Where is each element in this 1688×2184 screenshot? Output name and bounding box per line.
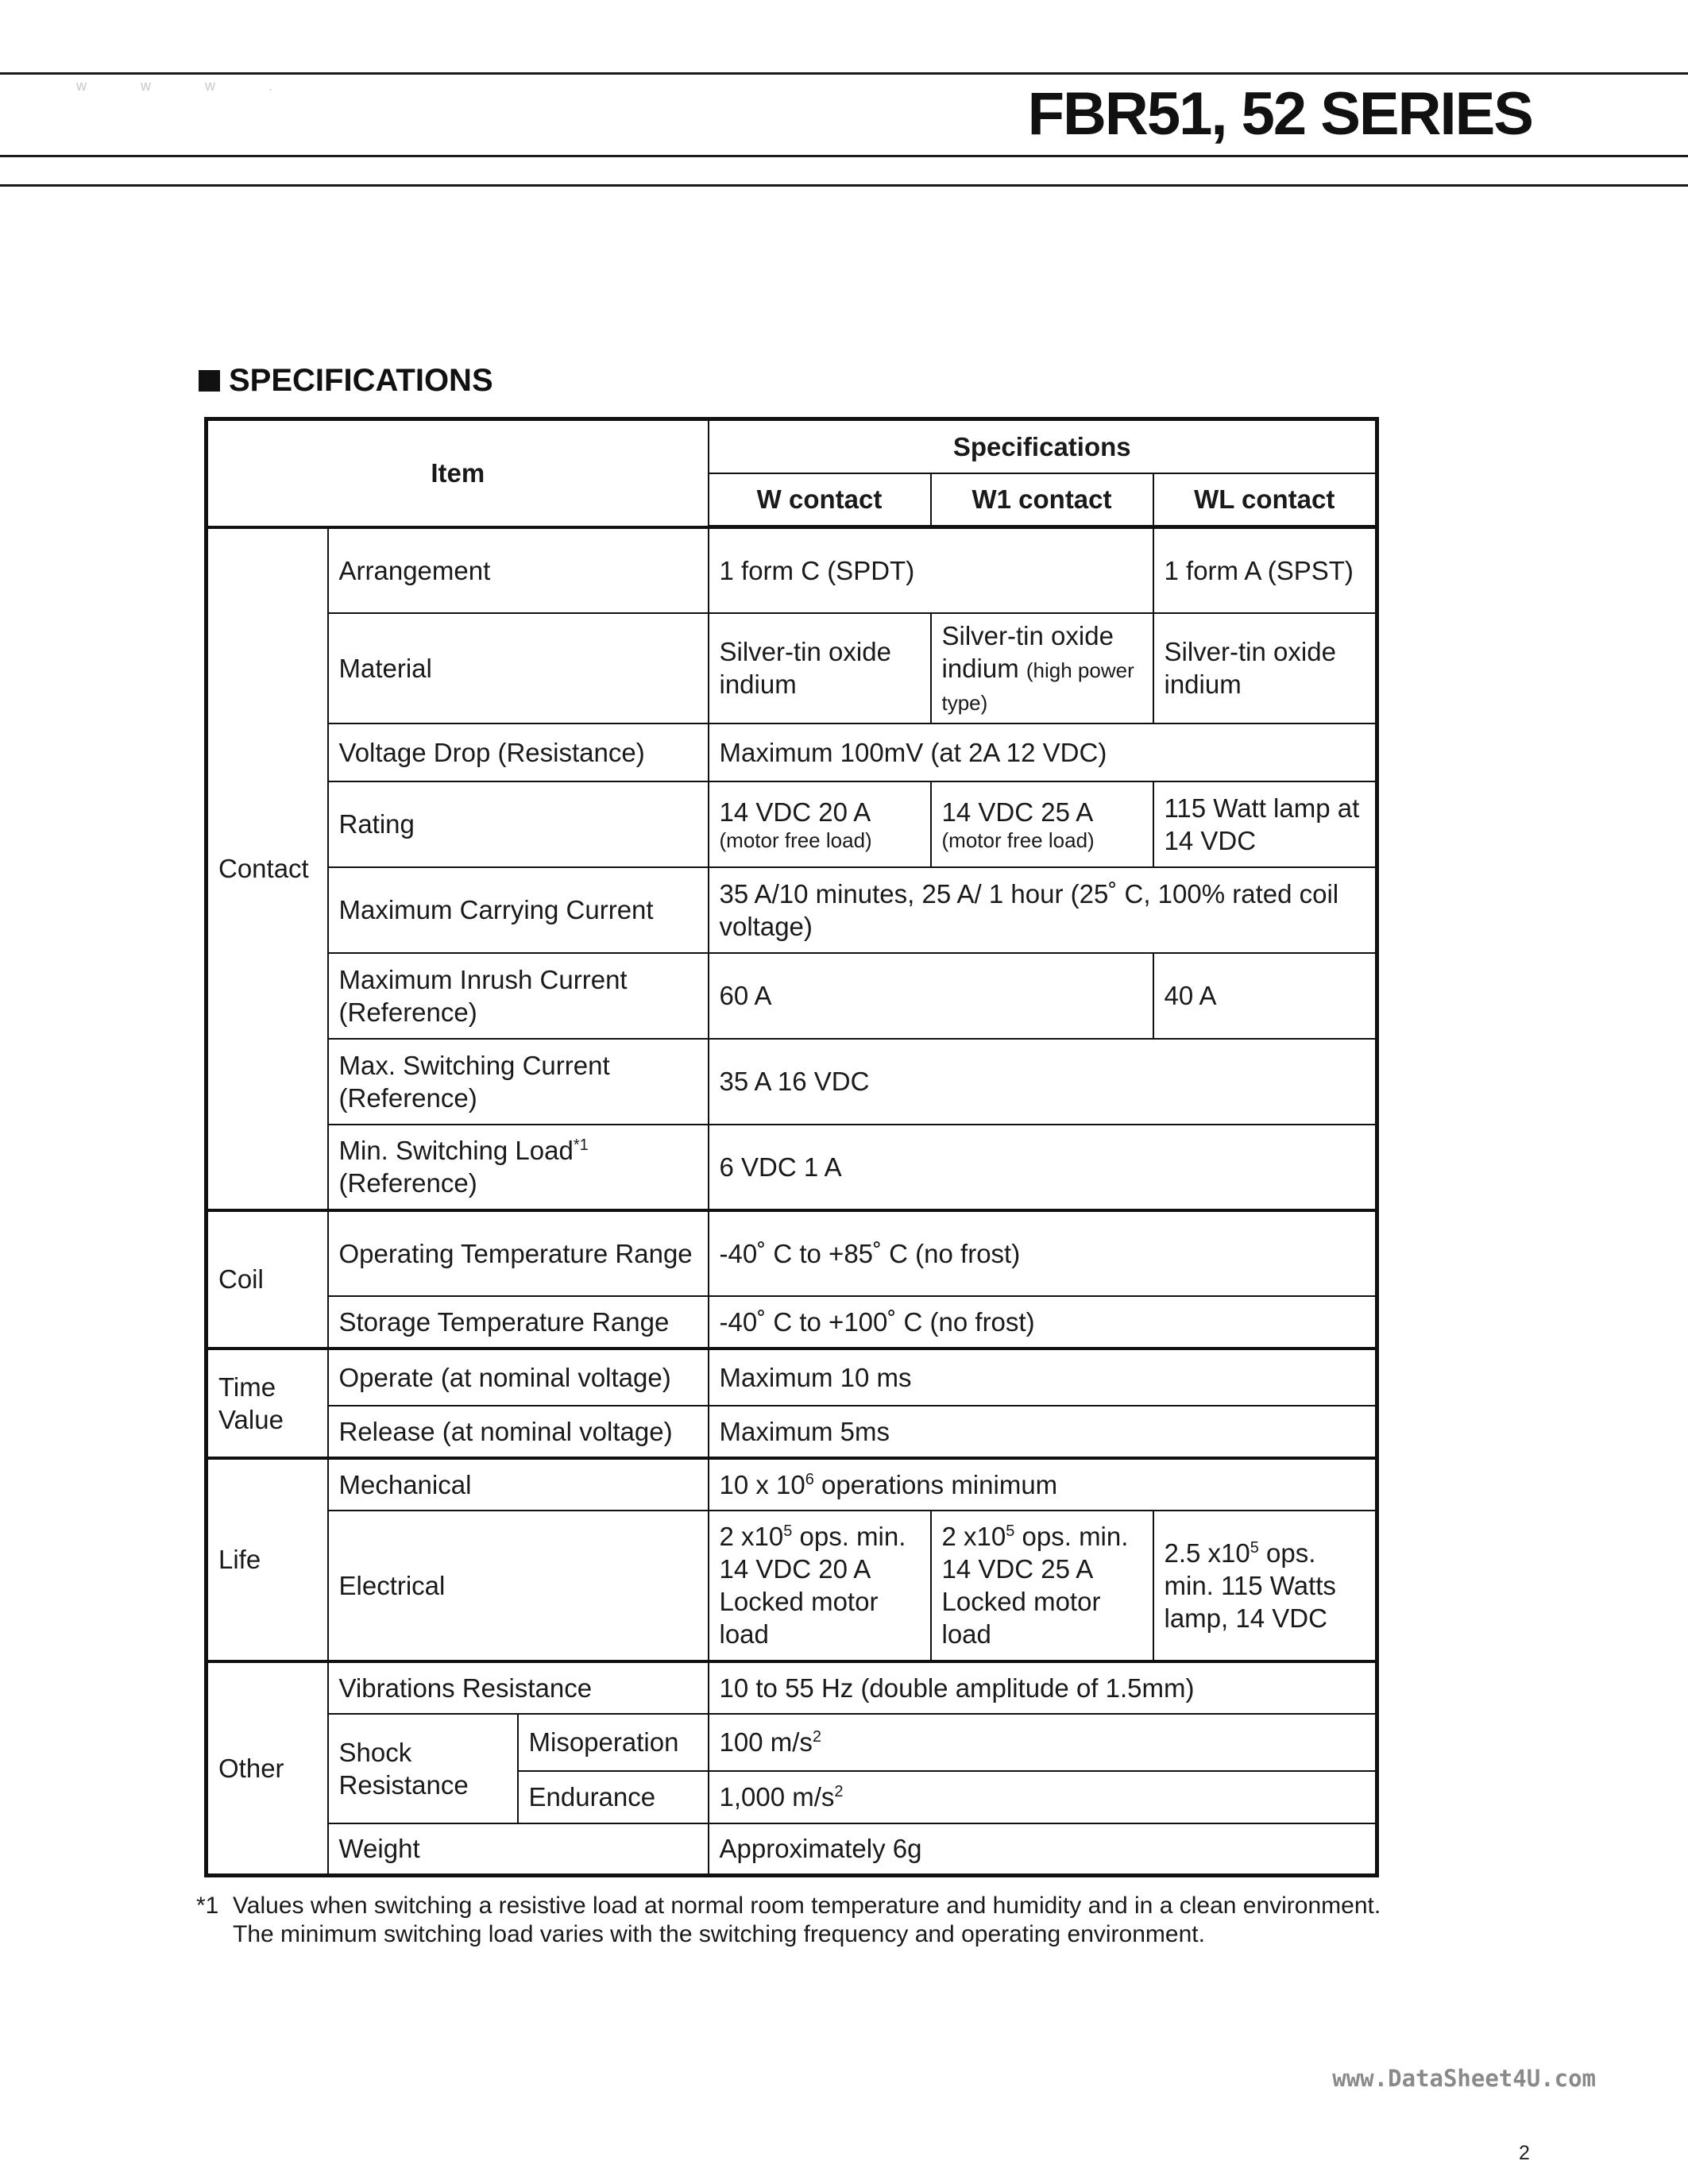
cell-text: ops. min. [1014, 1522, 1129, 1551]
cell-note: (high power type) [941, 658, 1134, 715]
cell-text: Silver-tin oxide indium [941, 620, 1114, 683]
cell-text: 1,000 m/s [719, 1782, 835, 1812]
row-label: Storage Temperature Range [328, 1296, 709, 1349]
row-label: Max. Switching Current (Reference) [328, 1039, 709, 1125]
cell-value: 60 A [709, 953, 1153, 1039]
cell-value [709, 1714, 1377, 1771]
cell-value: Silver-tin oxide indium [709, 613, 931, 723]
cell-note: (motor free load) [941, 828, 1095, 852]
cell-text: 2 x10 [719, 1522, 784, 1551]
row-label: Electrical [328, 1511, 709, 1661]
square-bullet-icon [199, 370, 220, 392]
row-label: Rating [328, 781, 709, 867]
cell-text: (Reference) [338, 1168, 477, 1198]
cell-value [709, 1511, 931, 1661]
specifications-table [204, 417, 1379, 1877]
cell-value: Approximately 6g [709, 1823, 1377, 1876]
table-row [207, 1125, 1377, 1210]
row-label: Material [328, 613, 709, 723]
row-label: Arrangement [328, 527, 709, 613]
table-row [207, 1349, 1377, 1406]
footnote-line [196, 1892, 1547, 1920]
exponent: 5 [1250, 1538, 1259, 1557]
cell-value: 1 form A (SPST) [1153, 527, 1377, 613]
table-row [207, 527, 1377, 613]
table-row [207, 1511, 1377, 1661]
cell-text: 14 VDC 20 A Locked motor load [719, 1554, 879, 1649]
row-label: Operating Temperature Range [328, 1210, 709, 1296]
cell-text: 14 VDC 20 A [719, 797, 871, 827]
header-specifications: Specifications [709, 419, 1377, 473]
cell-value: 6 VDC 1 A [709, 1125, 1377, 1210]
group-life: Life [207, 1458, 328, 1661]
header-wl-contact: WL contact [1153, 473, 1377, 527]
cell-value: 35 A/10 minutes, 25 A/ 1 hour (25˚ C, 100% rated coil voltage) [709, 867, 1377, 953]
table-row [207, 953, 1377, 1039]
page-number: 2 [1519, 2142, 1530, 2164]
header-rule-bottom [0, 184, 1688, 187]
exponent: 2 [834, 1783, 844, 1800]
table-row [207, 723, 1377, 781]
section-heading-text: SPECIFICATIONS [229, 363, 493, 398]
watermark-text: www. [76, 78, 327, 94]
section-heading [199, 363, 493, 399]
row-label: Operate (at nominal voltage) [328, 1349, 709, 1406]
table-row [207, 1714, 1377, 1771]
group-contact: Contact [207, 527, 328, 1210]
row-label: Shock Resistance [328, 1714, 518, 1823]
table-row [207, 1296, 1377, 1349]
cell-value [1153, 1511, 1377, 1661]
footnote-text: Values when switching a resistive load at normal room temperature and humidity and in a clean environment. [233, 1893, 1381, 1919]
group-other: Other [207, 1661, 328, 1876]
header-rule-middle [0, 155, 1688, 157]
row-sublabel: Endurance [518, 1771, 709, 1823]
cell-value [931, 613, 1153, 723]
cell-value [709, 781, 931, 867]
header-item: Item [207, 419, 709, 527]
cell-note: (motor free load) [719, 828, 872, 852]
table-row [207, 1406, 1377, 1458]
row-label: Voltage Drop (Resistance) [328, 723, 709, 781]
table-header [207, 419, 1377, 527]
group-coil: Coil [207, 1210, 328, 1349]
cell-value: Maximum 5ms [709, 1406, 1377, 1458]
cell-text: 14 VDC 25 A [941, 797, 1094, 827]
row-label: Vibrations Resistance [328, 1661, 709, 1714]
exponent: 6 [805, 1470, 814, 1488]
cell-text: 14 VDC 25 A Locked motor load [941, 1554, 1101, 1649]
cell-value [931, 1511, 1153, 1661]
cell-text: 2 x10 [941, 1522, 1006, 1551]
exponent: 5 [783, 1522, 793, 1540]
cell-text: operations minimum [813, 1469, 1058, 1499]
cell-text: 100 m/s [719, 1727, 813, 1757]
footnote-mark: *1 [196, 1893, 219, 1919]
row-label: Weight [328, 1823, 709, 1876]
row-label: Release (at nominal voltage) [328, 1406, 709, 1458]
row-label: Mechanical [328, 1458, 709, 1511]
table-row [207, 867, 1377, 953]
cell-value: Maximum 10 ms [709, 1349, 1377, 1406]
cell-value [709, 1458, 1377, 1511]
table-row [207, 1661, 1377, 1714]
series-title: FBR51, 52 SERIES [1027, 80, 1532, 148]
table-row [207, 1458, 1377, 1511]
cell-value: 40 A [1153, 953, 1377, 1039]
group-time-value: Time Value [207, 1349, 328, 1458]
cell-value: 10 to 55 Hz (double amplitude of 1.5mm) [709, 1661, 1377, 1714]
cell-value [931, 781, 1153, 867]
cell-text: 10 x 10 [719, 1469, 805, 1499]
table-row [207, 613, 1377, 723]
cell-value: Maximum 100mV (at 2A 12 VDC) [709, 723, 1377, 781]
footnote [196, 1892, 1547, 1949]
cell-text: 115 Watts lamp, 14 VDC [1164, 1570, 1336, 1633]
table-row [207, 1210, 1377, 1296]
cell-text: ops. min. [1164, 1538, 1316, 1600]
site-watermark: www.DataSheet4U.com [1332, 2065, 1596, 2092]
table-row [207, 1039, 1377, 1125]
cell-value: 1 form C (SPDT) [709, 527, 1153, 613]
table-row [207, 781, 1377, 867]
header-rule-top [0, 72, 1688, 75]
cell-value: Silver-tin oxide indium [1153, 613, 1377, 723]
cell-text: 2.5 x10 [1164, 1538, 1250, 1568]
cell-text: ops. min. [792, 1522, 906, 1551]
header-w1-contact: W1 contact [931, 473, 1153, 527]
row-sublabel: Misoperation [518, 1714, 709, 1771]
row-label: Maximum Inrush Current (Reference) [328, 953, 709, 1039]
footnote-marker: *1 [573, 1136, 589, 1154]
row-label [328, 1125, 709, 1210]
footnote-line: The minimum switching load varies with the switching frequency and operating environment. [233, 1921, 1205, 1947]
header-w-contact: W contact [709, 473, 931, 527]
exponent: 5 [1006, 1522, 1015, 1540]
cell-value: -40˚ C to +85˚ C (no frost) [709, 1210, 1377, 1296]
cell-text: Min. Switching Load [338, 1136, 574, 1165]
cell-value: -40˚ C to +100˚ C (no frost) [709, 1296, 1377, 1349]
table-row [207, 1823, 1377, 1876]
exponent: 2 [812, 1728, 822, 1746]
cell-value: 115 Watt lamp at 14 VDC [1153, 781, 1377, 867]
cell-value: 35 A 16 VDC [709, 1039, 1377, 1125]
cell-value [709, 1771, 1377, 1823]
row-label: Maximum Carrying Current [328, 867, 709, 953]
